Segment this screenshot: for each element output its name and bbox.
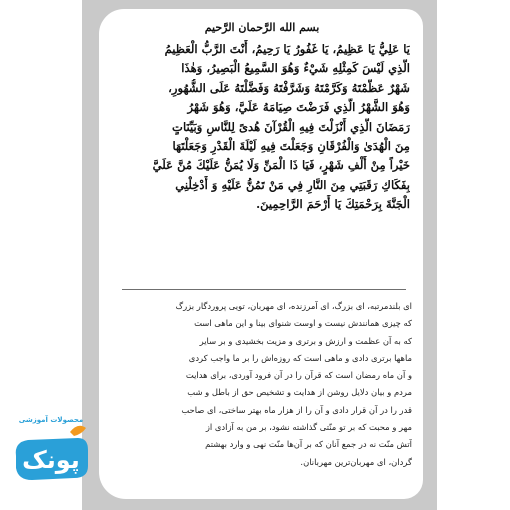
section-divider	[122, 289, 406, 290]
persian-line: ماهها برتری دادی و ماهی است که روزه‌اش را بر ما واجب کردی	[188, 352, 412, 363]
ponak-logo-icon	[8, 408, 94, 488]
logo-caption: محصولات آموزشی	[18, 416, 84, 424]
arabic-prayer	[114, 14, 410, 215]
persian-line: که به آن عظمت و ارزش و برتری و مزیت بخشیدی و بر سایر	[199, 335, 412, 346]
logo-accent-shape	[70, 426, 86, 436]
arabic-line: بِفَكَاكِ رَقَبَتِي مِنَ النَّارِ فِي مَنْ تَمُنُّ عَلَيْهِ وَ أَدْخِلْنِي	[175, 177, 410, 192]
logo-wordmark: پونک	[22, 446, 80, 474]
persian-line: و آن ماه رمضان است که قرآن را در آن فرود آوردی، برای هدایت	[185, 370, 412, 381]
persian-line: آتش منّت نه در جمع آنان که بر آن‌ها منّت نهی و وارد بهشتم	[205, 439, 412, 450]
bismillah-heading: بسم الله الرَّحمان الرَّحيم	[204, 21, 320, 34]
persian-line: ای بلندمرتبه، ای بزرگ، ای آمرزنده، ای مهربان، تویی پروردگار بزرگ	[175, 301, 412, 311]
arabic-line: خَيْراً مِنْ أَلْفِ شَهْرٍ، فَيَا ذَا الْمَنِّ وَلَا يُمَنُّ عَلَيْكَ مُنَّ عَلَيَّ	[152, 158, 410, 173]
arabic-line: مِنَ الْهُدَىٰ وَالْفُرْقَانِ وَجَعَلْتَ فِيهِ لَيْلَةَ الْقَدْرِ وَجَعَلْتَهَا	[172, 139, 410, 154]
persian-line: قدر را در آن قرار دادی و آن را از هزار ماه بهتر ساختی، ای صاحب	[181, 404, 412, 415]
arabic-line: الَّذِي لَيْسَ كَمِثْلِهِ شَيْءٌ وَهُوَ السَّمِيعُ الْبَصِيرُ، وَهٰذَا	[181, 61, 410, 76]
arabic-line: شَهْرٌ عَظَّمْتَهُ وَكَرَّمْتَهُ وَشَرَّفْتَهُ وَفَضَّلْتَهُ عَلَى الشُّهُورِ،	[168, 80, 410, 95]
persian-translation	[112, 298, 412, 471]
arabic-line: يَا عَلِيُّ يَا عَظِيمُ، يَا غَفُورُ يَا رَحِيمُ، أَنْتَ الرَّبُّ الْعَظِيمُ	[164, 42, 410, 56]
arabic-line: وَهُوَ الشَّهْرُ الَّذِي فَرَضْتَ صِيَامَهُ عَلَيَّ، وَهُوَ شَهْرُ	[187, 100, 410, 115]
persian-line: مهر و محبت که بر تو منّتی گذاشته نشود، بر من به آزادی از	[205, 422, 412, 433]
persian-line: گردان، ای مهربان‌ترین مهربانان.	[300, 456, 412, 467]
persian-line: مردم و بیان دلایل روشن از هدایت و تشخیص حق از باطل و شب	[187, 387, 412, 398]
arabic-line: رَمَضَانَ الَّذِي أَنْزَلْتَ فِيهِ الْقُرْآنَ هُدىً لِلنَّاسِ وَبَيِّنَاتٍ	[172, 119, 410, 134]
arabic-line: الْجَنَّةَ بِرَحْمَتِكَ يَا أَرْحَمَ الرَّاحِمِينَ.	[256, 197, 410, 212]
persian-line: که چیزی همانندش نیست و اوست شنوای بینا و این ماهی است	[194, 318, 412, 329]
